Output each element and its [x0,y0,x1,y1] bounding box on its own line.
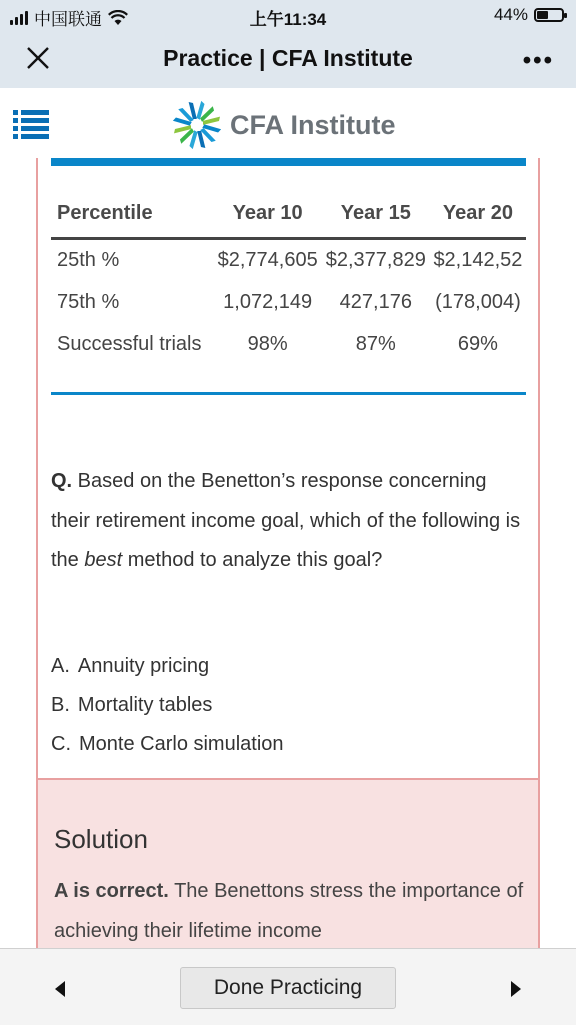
question-emphasis: best [84,549,123,571]
table-bottom-rule [51,392,526,395]
option-b[interactable] [51,687,284,726]
battery-icon [534,8,564,22]
header-percentile: Percentile [51,196,214,239]
logo-text: CFA Institute [230,109,396,140]
menu-icon[interactable] [13,108,49,140]
table-cell: 98% [247,333,288,355]
status-bar [0,0,576,30]
row-label: 75th % [57,291,120,313]
solution-panel [36,778,540,950]
battery-percent: 44% [493,5,528,24]
option-letter: C. [51,733,71,755]
option-a[interactable] [51,648,284,687]
status-right [494,5,564,25]
table-row [51,282,526,324]
top-accent-bar [51,158,526,166]
status-time: 上午11:34 [249,10,327,29]
site-header [0,88,576,158]
row-label: 25th % [57,249,120,271]
option-c[interactable] [51,726,284,765]
table-header-row [51,196,526,239]
table-cell: 69% [457,333,498,355]
question-body-start: Based on the Benetton’s response concerning their retirement income goal, which of the following is the [51,470,521,571]
header-year-20: Year 20 [430,196,526,239]
battery-fill [537,11,548,19]
option-letter: A. [51,655,70,677]
option-text: Mortality tables [77,694,213,716]
question-text [51,462,521,581]
table-cell: $2,142,52 [433,249,523,271]
cfa-logo[interactable] [172,100,396,150]
table-cell: $2,377,829 [325,249,426,271]
row-label: Successful trials [57,333,202,355]
nav-bar [0,30,576,88]
table-cell: 427,176 [339,291,412,313]
table-cell: $2,774,605 [217,249,318,271]
previous-arrow-icon[interactable] [55,981,65,997]
more-icon[interactable]: ••• [522,47,554,74]
done-practicing-button[interactable]: Done Practicing [180,967,396,1009]
option-letter: B. [51,694,70,716]
table-cell: 87% [355,333,396,355]
solution-body: The Benettons stress the importance of achieving their lifetime income [54,880,524,942]
header-year-15: Year 15 [322,196,430,239]
table-cell: 1,072,149 [223,291,313,313]
nav-title: Practice | CFA Institute [163,45,413,71]
next-arrow-icon[interactable] [511,981,521,997]
cfa-logo-icon [172,100,222,150]
option-text: Annuity pricing [77,655,210,677]
header-year-10: Year 10 [214,196,322,239]
solution-lead: A is correct. [54,880,169,902]
carrier-label: 中国联通 [34,10,102,29]
question-body-end: method to analyze this goal? [122,549,383,571]
answer-options [51,648,284,765]
table-row [51,324,526,366]
close-icon[interactable] [20,40,56,76]
bottom-toolbar [0,948,576,1025]
solution-text [54,872,524,951]
percentile-table [51,196,526,366]
solution-title: Solution [54,824,148,854]
table-cell: (178,004) [435,291,521,313]
option-text: Monte Carlo simulation [79,733,284,755]
question-prefix: Q. [51,470,73,492]
table-row [51,239,526,283]
